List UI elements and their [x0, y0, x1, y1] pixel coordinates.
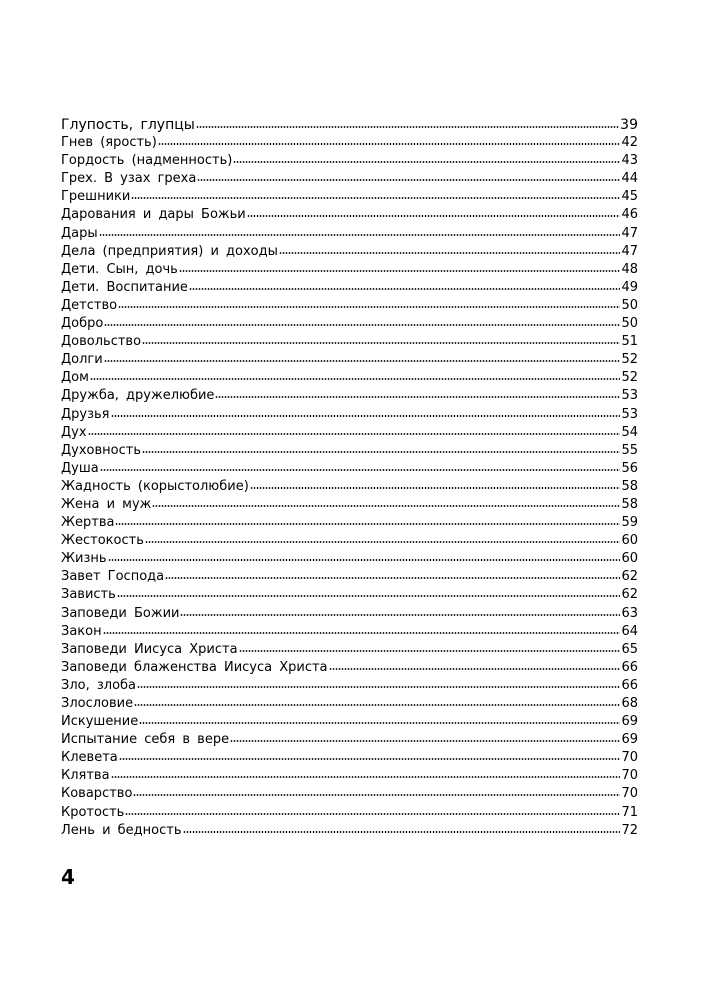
toc-entry [61, 243, 638, 261]
toc-entry [61, 152, 638, 170]
toc-entry-page: 64 [621, 623, 638, 639]
toc-entry-page: 45 [621, 189, 638, 205]
toc-entry-page: 72 [621, 822, 638, 838]
dot-leader [88, 433, 621, 435]
dot-leader [90, 378, 621, 380]
toc-entry-page: 58 [621, 478, 638, 494]
toc-entry-page: 60 [621, 533, 638, 549]
toc-entry-title: Зависть [61, 587, 116, 603]
toc-entry-page: 55 [621, 442, 638, 458]
dot-leader [183, 831, 621, 833]
table-of-contents [61, 116, 638, 840]
dot-leader [142, 342, 620, 344]
toc-entry-page: 68 [621, 696, 638, 711]
toc-entry [61, 297, 638, 315]
dot-leader [196, 126, 619, 128]
toc-entry-page: 58 [621, 496, 638, 512]
dot-leader [158, 143, 621, 145]
toc-entry-page: 70 [621, 786, 638, 802]
toc-entry-title: Дарования и дары Божьи [61, 207, 246, 223]
dot-leader [279, 252, 621, 254]
toc-entry [61, 261, 638, 279]
toc-entry-title: Коварство [61, 786, 133, 802]
dot-leader [250, 487, 621, 489]
toc-entry-page: 39 [620, 117, 638, 133]
toc-entry-title: Долги [61, 352, 103, 368]
toc-entry-page: 66 [621, 677, 638, 693]
toc-entry-title: Злословие [61, 696, 134, 711]
dot-leader [134, 704, 620, 706]
toc-entry-title: Зло, злоба [61, 677, 137, 693]
dot-leader [100, 469, 621, 471]
toc-entry-title: Дом [61, 370, 89, 386]
toc-entry-page: 47 [621, 243, 638, 259]
toc-entry-title: Дети. Сын, дочь [61, 261, 178, 277]
toc-entry-title: Испытание себя в вере [61, 732, 230, 748]
toc-entry-title: Добро [61, 316, 104, 332]
dot-leader [117, 595, 621, 597]
toc-entry-page: 43 [621, 153, 638, 169]
toc-entry [61, 333, 638, 351]
toc-entry [61, 804, 638, 822]
toc-entry [61, 406, 638, 424]
toc-entry-page: 71 [621, 804, 638, 820]
toc-entry [61, 785, 638, 803]
toc-entry [61, 315, 638, 333]
toc-entry [61, 496, 638, 514]
toc-entry-page: 56 [621, 460, 638, 476]
toc-entry-page: 53 [621, 388, 638, 404]
toc-entry [61, 387, 638, 405]
toc-entry-page: 47 [621, 225, 638, 241]
toc-entry-page: 62 [621, 569, 638, 585]
toc-entry [61, 677, 638, 695]
toc-entry-title: Жена и муж [61, 496, 152, 512]
toc-entry [61, 605, 638, 623]
toc-entry-title: Жестокость [61, 533, 144, 549]
toc-entry [61, 623, 638, 641]
toc-entry-page: 52 [621, 352, 638, 368]
dot-leader [197, 179, 620, 181]
toc-entry-page: 52 [621, 370, 638, 386]
toc-entry [61, 225, 638, 243]
toc-entry-title: Дары [61, 225, 98, 241]
dot-leader [104, 360, 621, 362]
dot-leader [103, 632, 621, 634]
page-number: 4 [61, 865, 75, 889]
toc-entry [61, 695, 638, 713]
dot-leader [119, 758, 621, 760]
toc-entry-title: Лень и бедность [61, 822, 182, 838]
toc-entry-title: Дела (предприятия) и доходы [61, 243, 278, 259]
dot-leader [179, 270, 621, 272]
toc-entry [61, 424, 638, 442]
dot-leader [233, 161, 620, 163]
toc-entry-title: Детство [61, 297, 118, 313]
toc-entry [61, 659, 638, 677]
dot-leader [247, 215, 621, 217]
toc-entry-page: 59 [621, 515, 638, 531]
toc-entry-title: Грех. В узах греха [61, 171, 197, 187]
dot-leader [230, 740, 620, 742]
dot-leader [165, 577, 620, 579]
toc-entry [61, 170, 638, 188]
toc-entry-title: Завет Господа [61, 569, 165, 585]
dot-leader [125, 813, 620, 815]
dot-leader [215, 396, 620, 398]
toc-entry [61, 116, 638, 134]
toc-entry-page: 50 [621, 297, 638, 313]
dot-leader [189, 288, 621, 290]
dot-leader [108, 559, 621, 561]
toc-entry [61, 767, 638, 785]
dot-leader [111, 776, 621, 778]
toc-entry-page: 63 [621, 605, 638, 621]
toc-entry-page: 50 [621, 316, 638, 332]
toc-entry [61, 478, 638, 496]
toc-entry-page: 62 [621, 587, 638, 603]
toc-entry-page: 69 [621, 732, 638, 748]
toc-entry-title: Клевета [61, 750, 118, 766]
toc-entry-title: Гнев (ярость) [61, 135, 157, 151]
toc-entry-page: 51 [621, 334, 638, 350]
toc-entry [61, 568, 638, 586]
toc-entry-page: 70 [621, 768, 638, 784]
toc-entry [61, 822, 638, 840]
toc-entry [61, 442, 638, 460]
toc-entry-title: Закон [61, 623, 102, 639]
toc-entry-title: Грешники [61, 189, 131, 205]
toc-entry-title: Заповеди Иисуса Христа [61, 641, 238, 657]
toc-entry [61, 532, 638, 550]
toc-entry [61, 206, 638, 224]
toc-entry-title: Кротость [61, 804, 125, 820]
toc-entry-title: Искушение [61, 714, 139, 730]
toc-entry-title: Клятва [61, 768, 110, 784]
toc-entry [61, 279, 638, 297]
dot-leader [239, 650, 621, 652]
dot-leader [139, 722, 620, 724]
dot-leader [142, 451, 620, 453]
toc-entry-page: 65 [621, 641, 638, 657]
toc-entry [61, 351, 638, 369]
toc-entry-page: 53 [621, 406, 638, 422]
toc-entry-title: Духовность [61, 442, 141, 458]
toc-entry-page: 70 [621, 750, 638, 766]
toc-entry [61, 731, 638, 749]
toc-entry-title: Душа [61, 460, 99, 476]
toc-entry-page: 49 [621, 279, 638, 295]
dot-leader [99, 234, 621, 236]
toc-entry-page: 48 [621, 261, 638, 277]
dot-leader [118, 306, 620, 308]
dot-leader [104, 324, 620, 326]
toc-entry-title: Дружба, дружелюбие [61, 388, 215, 404]
toc-entry [61, 369, 638, 387]
dot-leader [133, 794, 620, 796]
toc-entry [61, 713, 638, 731]
toc-entry-page: 69 [621, 714, 638, 730]
toc-entry-title: Жертва [61, 515, 115, 531]
toc-entry [61, 460, 638, 478]
dot-leader [131, 197, 620, 199]
toc-entry-page: 66 [621, 659, 638, 675]
dot-leader [111, 415, 621, 417]
dot-leader [329, 668, 621, 670]
toc-entry-title: Заповеди Божии [61, 605, 180, 621]
dot-leader [152, 505, 620, 507]
toc-entry-title: Жадность (корыстолюбие) [61, 478, 249, 494]
toc-entry-title: Гордость (надменность) [61, 153, 233, 169]
toc-entry [61, 749, 638, 767]
toc-entry [61, 641, 638, 659]
toc-entry-title: Довольство [61, 334, 142, 350]
dot-leader [137, 686, 620, 688]
toc-entry-page: 44 [621, 171, 638, 187]
toc-entry-page: 60 [621, 551, 638, 567]
toc-entry-title: Дети. Воспитание [61, 279, 188, 295]
toc-entry [61, 188, 638, 206]
toc-entry [61, 134, 638, 152]
toc-entry-title: Жизнь [61, 551, 107, 567]
dot-leader [145, 541, 621, 543]
dot-leader [180, 614, 620, 616]
toc-entry-page: 54 [621, 424, 638, 440]
toc-entry-title: Глупость, глупцы [61, 117, 195, 133]
toc-entry-page: 42 [621, 135, 638, 151]
toc-entry [61, 586, 638, 604]
toc-entry-title: Дух [61, 424, 87, 440]
toc-entry [61, 514, 638, 532]
dot-leader [115, 523, 620, 525]
toc-entry-title: Заповеди блаженства Иисуса Христа [61, 659, 328, 675]
toc-entry-title: Друзья [61, 406, 110, 422]
toc-entry-page: 46 [621, 207, 638, 223]
toc-entry [61, 550, 638, 568]
